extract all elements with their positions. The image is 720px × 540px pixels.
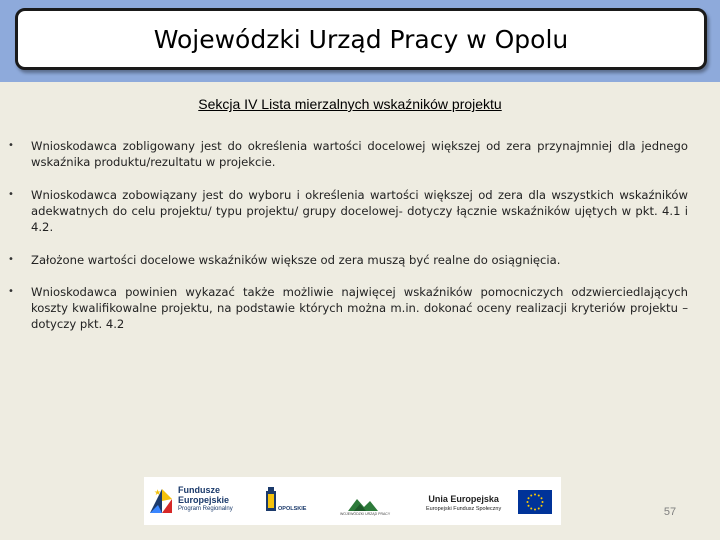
list-item-text: Założone wartości docelowe wskaźników większe od zera muszą być realne do osiągnięcia. bbox=[31, 253, 561, 267]
bullet-list bbox=[0, 138, 720, 332]
list-item bbox=[0, 138, 720, 170]
list-item bbox=[0, 187, 720, 235]
list-item-text: Wnioskodawca zobowiązany jest do wyboru i określenia wartości większej od zera dla wszystkich wskaźników adekwatnych do celu projektu/ typu projektu/ grupy docelowej- dotyczy łącznie wskaźników ujętych w pkt. 4.1 i 4.2. bbox=[31, 188, 688, 234]
eu-star-icon bbox=[542, 501, 544, 503]
section-title: Sekcja IV Lista mierzalnych wskaźników projektu bbox=[198, 96, 502, 112]
bullet-icon: • bbox=[8, 254, 14, 265]
unia-europejska-label: Unia Europejska Europejski Fundusz Społeczny bbox=[426, 494, 502, 512]
eu-star-icon bbox=[534, 494, 536, 496]
page-number: 57 bbox=[663, 506, 677, 518]
bullet-icon: • bbox=[8, 140, 14, 151]
wup-label: WOJEWÓDZKI URZĄD PRACY bbox=[340, 512, 391, 516]
svg-text:★: ★ bbox=[154, 488, 162, 497]
eu-star-icon bbox=[530, 508, 532, 510]
bullet-icon: • bbox=[8, 286, 14, 297]
bullet-icon: • bbox=[8, 189, 14, 200]
title-box bbox=[15, 8, 707, 70]
list-item-text: Wnioskodawca zobligowany jest do określenia wartości docelowej większej od zera przynajmniej dla jednego wskaźnika produktu/rezultatu w projekcie. bbox=[31, 139, 688, 169]
eu-star-icon bbox=[530, 495, 532, 497]
eu-flag-icon bbox=[518, 490, 552, 514]
list-item bbox=[0, 284, 720, 332]
eu-star-icon bbox=[541, 505, 543, 507]
eu-star-icon bbox=[538, 495, 540, 497]
eu-star-icon bbox=[528, 497, 530, 499]
list-item bbox=[0, 252, 720, 268]
wup-mountains-icon bbox=[348, 495, 378, 511]
eu-star-icon bbox=[541, 497, 543, 499]
eu-star-icon bbox=[538, 508, 540, 510]
opolskie-label: OPOLSKIE bbox=[278, 506, 307, 512]
logo-bar bbox=[144, 477, 561, 525]
fundusze-europejskie-logo-icon bbox=[148, 483, 174, 517]
fundusze-europejskie-label: Fundusze Europejskie Program Regionalny bbox=[178, 485, 233, 512]
opolskie-crest-icon bbox=[264, 487, 278, 513]
page-title: Wojewódzki Urząd Pracy w Opolu bbox=[153, 24, 569, 54]
eu-star-icon bbox=[528, 505, 530, 507]
list-item-text: Wnioskodawca powinien wykazać także możliwie najwięcej wskaźników pomocniczych odzwierciedlających koszty kwalifikowalne projektu, na podstawie których można m.in. dokonać oceny realizacji kryteriów projektu – dotyczy pkt. 4.2 bbox=[31, 285, 688, 331]
eu-star-icon bbox=[527, 501, 529, 503]
eu-star-icon bbox=[534, 509, 536, 511]
